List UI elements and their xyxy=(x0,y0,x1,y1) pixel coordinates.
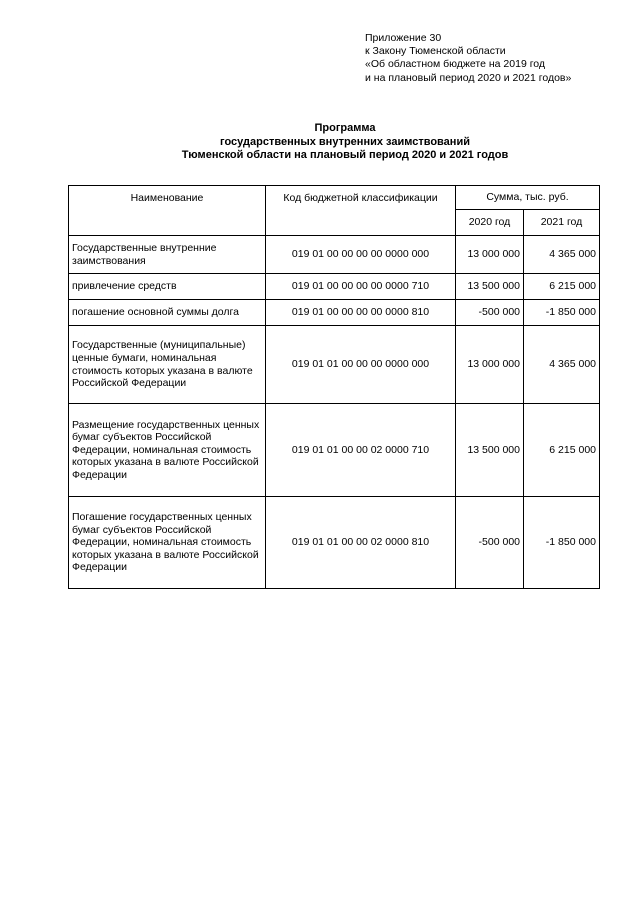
header-sum: Сумма, тыс. руб. xyxy=(456,186,600,210)
row-2021: 6 215 000 xyxy=(524,404,600,497)
borrowings-table xyxy=(68,185,600,589)
header-code: Код бюджетной классификации xyxy=(266,186,456,236)
row-code: 019 01 00 00 00 00 0000 810 xyxy=(266,300,456,326)
row-name: Размещение государственных ценных бумаг субъектов Российской Федерации, номинальная стоимость которых указана в валюте Российской Федерации xyxy=(69,404,266,497)
title-line: Тюменской области на плановый период 2020 и 2021 годов xyxy=(181,149,509,161)
row-name: Государственные (муниципальные) ценные бумаги, номинальная стоимость которых указана в валюте Российской Федерации xyxy=(69,326,266,404)
row-2020: 13 000 000 xyxy=(456,236,524,274)
appendix-note xyxy=(365,32,571,85)
row-2020: -500 000 xyxy=(456,300,524,326)
row-2021: -1 850 000 xyxy=(524,497,600,589)
appendix-line: Приложение 30 xyxy=(365,32,442,44)
table-row xyxy=(69,404,600,497)
row-2020: -500 000 xyxy=(456,497,524,589)
title-line: Программа xyxy=(314,122,376,134)
header-year-2020: 2020 год xyxy=(456,210,524,236)
row-code: 019 01 01 00 00 00 0000 000 xyxy=(266,326,456,404)
appendix-line: «Об областном бюджете на 2019 год xyxy=(365,58,546,71)
title-line: государственных внутренних заимствований xyxy=(220,135,470,148)
table-row xyxy=(69,236,600,274)
header-name: Наименование xyxy=(69,186,266,236)
table-row xyxy=(69,300,600,326)
row-2020: 13 000 000 xyxy=(456,326,524,404)
row-2020: 13 500 000 xyxy=(456,274,524,300)
row-name: Государственные внутренние заимствования xyxy=(69,236,266,274)
row-code: 019 01 00 00 00 00 0000 710 xyxy=(266,274,456,300)
row-code: 019 01 01 00 00 02 0000 710 xyxy=(266,404,456,497)
row-code: 019 01 00 00 00 00 0000 000 xyxy=(266,236,456,274)
row-2020: 13 500 000 xyxy=(456,404,524,497)
row-name: погашение основной суммы долга xyxy=(69,300,266,326)
appendix-line: к Закону Тюменской области xyxy=(365,45,506,58)
row-name: Погашение государственных ценных бумаг субъектов Российской Федерации, номинальная стоимость которых указана в валюте Российской Федерации xyxy=(69,497,266,589)
table-row xyxy=(69,497,600,589)
table-row xyxy=(69,326,600,404)
row-2021: 4 365 000 xyxy=(524,236,600,274)
row-name: привлечение средств xyxy=(69,274,266,300)
table-row xyxy=(69,274,600,300)
header-year-2021: 2021 год xyxy=(524,210,600,236)
row-2021: -1 850 000 xyxy=(524,300,600,326)
row-2021: 6 215 000 xyxy=(524,274,600,300)
appendix-line: и на плановый период 2020 и 2021 годов» xyxy=(365,71,572,84)
row-2021: 4 365 000 xyxy=(524,326,600,404)
document-title xyxy=(60,122,630,163)
row-code: 019 01 01 00 00 02 0000 810 xyxy=(266,497,456,589)
